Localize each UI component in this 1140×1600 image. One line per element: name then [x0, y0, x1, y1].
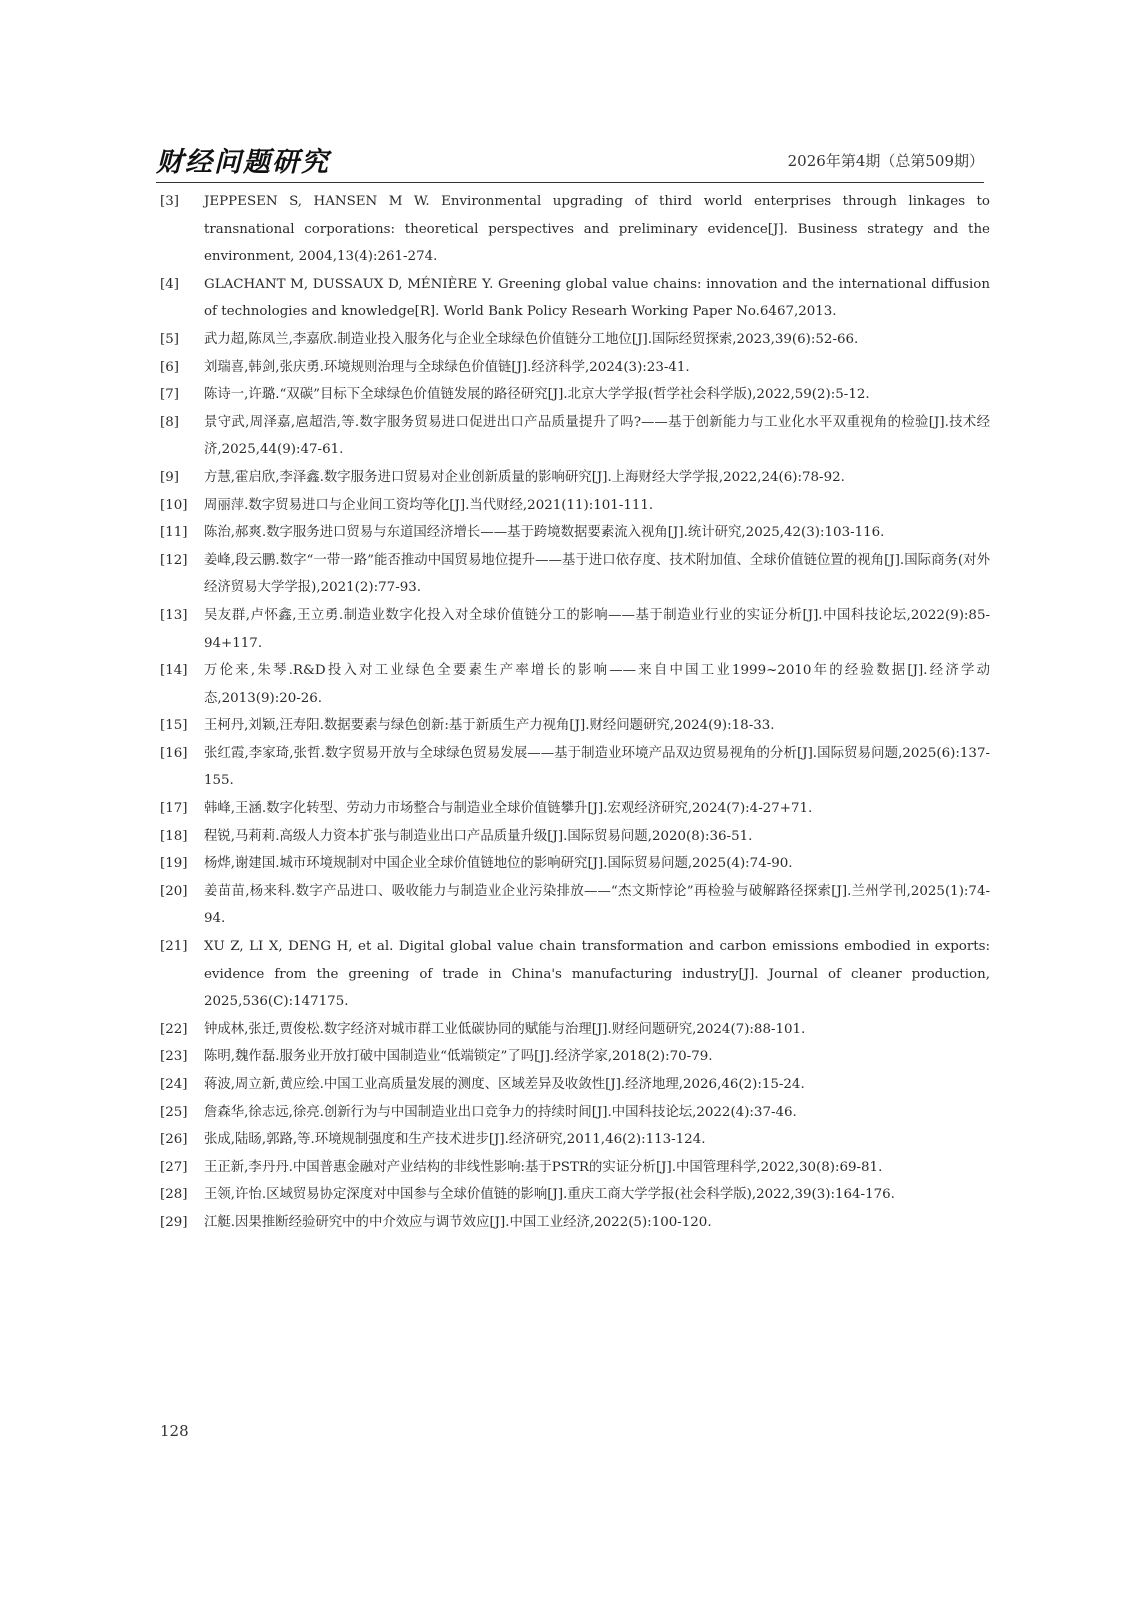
reference-item [160, 823, 990, 851]
reference-number: [16] [160, 745, 188, 761]
reference-item [160, 547, 990, 602]
reference-item [160, 878, 990, 933]
reference-item [160, 1099, 990, 1127]
reference-number: [4] [160, 276, 179, 292]
reference-item [160, 850, 990, 878]
reference-item [160, 740, 990, 795]
reference-item [160, 188, 990, 271]
reference-number: [23] [160, 1049, 188, 1065]
reference-text: 杨烨,谢建国.城市环境规制对中国企业全球价值链地位的影响研究[J].国际贸易问题,2025(4):74-90. [204, 856, 793, 872]
reference-number: [18] [160, 828, 188, 844]
reference-text: 陈治,郝爽.数字服务进口贸易与东道国经济增长——基于跨境数据要素流入视角[J].统计研究,2025,42(3):103-116. [204, 525, 885, 541]
reference-number: [6] [160, 359, 179, 375]
reference-number: [25] [160, 1104, 188, 1120]
reference-text: 景守武,周泽嘉,扈超浩,等.数字服务贸易进口促进出口产品质量提升了吗?——基于创新能力与工业化水平双重视角的检验[J].技术经济,2025,44(9):47-61. [204, 414, 990, 458]
reference-number: [29] [160, 1214, 188, 1230]
reference-text: 王正新,李丹丹.中国普惠金融对产业结构的非线性影响:基于PSTR的实证分析[J].中国管理科学,2022,30(8):69-81. [204, 1159, 883, 1175]
reference-number: [14] [160, 663, 188, 679]
reference-item [160, 712, 990, 740]
reference-text: 武力超,陈凤兰,李嘉欣.制造业投入服务化与企业全球绿色价值链分工地位[J].国际经贸探索,2023,39(6):52-66. [204, 331, 859, 347]
reference-item [160, 795, 990, 823]
reference-text: 蒋波,周立新,黄应绘.中国工业高质量发展的测度、区域差异及收敛性[J].经济地理,2026,46(2):15-24. [204, 1077, 805, 1092]
reference-number: [11] [160, 525, 188, 541]
reference-text: GLACHANT M, DUSSAUX D, MÉNIÈRE Y. Greening global value chains: innovation and the international diffusion of technologies and knowledge[R]. World Bank Policy Researh Working Paper No.6467,2013. [204, 276, 990, 320]
reference-number: [3] [160, 194, 179, 209]
reference-item [160, 271, 990, 326]
reference-number: [10] [160, 497, 188, 513]
reference-number: [5] [160, 331, 179, 347]
reference-list [160, 188, 990, 1237]
reference-item [160, 602, 990, 657]
reference-item [160, 1209, 990, 1237]
journal-logo: 财经问题研究 [156, 147, 330, 178]
reference-text: 姜峰,段云鹏.数字“一带一路”能否推动中国贸易地位提升——基于进口依存度、技术附加值、全球价值链位置的视角[J].国际商务(对外经济贸易大学学报),2021(2):77-93. [204, 552, 990, 596]
reference-text: 钟成林,张迁,贾俊松.数字经济对城市群工业低碳协同的赋能与治理[J].财经问题研究,2024(7):88-101. [204, 1021, 806, 1037]
issue-info: 2026年第4期（总第509期） [787, 152, 984, 170]
page-number: 128 [160, 1422, 189, 1440]
reference-number: [26] [160, 1132, 188, 1148]
reference-number: [24] [160, 1077, 188, 1092]
reference-number: [15] [160, 718, 188, 734]
reference-item [160, 464, 990, 492]
reference-text: 韩峰,王涵.数字化转型、劳动力市场整合与制造业全球价值链攀升[J].宏观经济研究,2024(7):4-27+71. [204, 801, 813, 817]
reference-text: 程锐,马莉莉.高级人力资本扩张与制造业出口产品质量升级[J].国际贸易问题,2020(8):36-51. [204, 828, 753, 844]
running-header [156, 140, 984, 183]
reference-number: [21] [160, 939, 188, 955]
reference-item [160, 326, 990, 354]
reference-text: 陈明,魏作磊.服务业开放打破中国制造业“低端锁定”了吗[J].经济学家,2018(2):70-79. [204, 1049, 713, 1065]
reference-text: 万伦来,朱琴.R&D投入对工业绿色全要素生产率增长的影响——来自中国工业1999~2010年的经验数据[J].经济学动态,2013(9):20-26. [204, 663, 990, 706]
reference-item [160, 519, 990, 547]
reference-item [160, 354, 990, 382]
reference-item [160, 409, 990, 464]
reference-text: 刘瑞喜,韩剑,张庆勇.环境规则治理与全球绿色价值链[J].经济科学,2024(3):23-41. [204, 359, 690, 375]
reference-item [160, 1016, 990, 1044]
reference-number: [28] [160, 1187, 188, 1203]
reference-item [160, 1126, 990, 1154]
reference-number: [27] [160, 1159, 188, 1175]
reference-item [160, 492, 990, 520]
reference-text: 姜苗苗,杨来科.数字产品进口、吸收能力与制造业企业污染排放——“杰文斯悖论”再检验与破解路径探索[J].兰州学刊,2025(1):74-94. [204, 883, 990, 927]
reference-text: 张成,陆旸,郭路,等.环境规制强度和生产技术进步[J].经济研究,2011,46(2):113-124. [204, 1132, 706, 1148]
reference-item [160, 1154, 990, 1182]
reference-number: [9] [160, 469, 179, 485]
reference-number: [13] [160, 607, 188, 623]
reference-text: 方慧,霍启欣,李泽鑫.数字服务进口贸易对企业创新质量的影响研究[J].上海财经大学学报,2022,24(6):78-92. [204, 469, 845, 485]
reference-text: 吴友群,卢怀鑫,王立勇.制造业数字化投入对全球价值链分工的影响——基于制造业行业的实证分析[J].中国科技论坛,2022(9):85-94+117. [204, 607, 990, 651]
reference-number: [12] [160, 552, 188, 568]
reference-number: [8] [160, 414, 179, 430]
reference-text: 陈诗一,许璐.“双碳”目标下全球绿色价值链发展的路径研究[J].北京大学学报(哲学社会科学版),2022,59(2):5-12. [204, 387, 870, 403]
reference-text: 王柯丹,刘颖,汪寿阳.数据要素与绿色创新:基于新质生产力视角[J].财经问题研究,2024(9):18-33. [204, 718, 775, 734]
reference-text: 王领,许怡.区域贸易协定深度对中国参与全球价值链的影响[J].重庆工商大学学报(社会科学版),2022,39(3):164-176. [204, 1187, 895, 1203]
reference-text: 周丽萍.数字贸易进口与企业间工资均等化[J].当代财经,2021(11):101-111. [204, 497, 654, 513]
reference-text: 张红霞,李家琦,张哲.数字贸易开放与全球绿色贸易发展——基于制造业环境产品双边贸易视角的分析[J].国际贸易问题,2025(6):137-155. [204, 745, 990, 789]
reference-item [160, 381, 990, 409]
reference-number: [22] [160, 1021, 188, 1037]
reference-number: [20] [160, 883, 188, 899]
reference-text: JEPPESEN S, HANSEN M W. Environmental upgrading of third world enterprises through linkages to transnational corporations: theoretical perspectives and preliminary evidence[J]. Business strategy and the environment, 2004,13(4):261-274. [204, 194, 990, 265]
reference-number: [19] [160, 856, 188, 872]
reference-item [160, 657, 990, 712]
reference-item [160, 1071, 990, 1099]
reference-item [160, 1043, 990, 1071]
reference-number: [17] [160, 801, 188, 817]
reference-text: 詹森华,徐志远,徐亮.创新行为与中国制造业出口竞争力的持续时间[J].中国科技论坛,2022(4):37-46. [204, 1104, 797, 1120]
reference-item [160, 933, 990, 1016]
reference-text: XU Z, LI X, DENG H, et al. Digital global value chain transformation and carbon emissions embodied in exports: evidence from the greening of trade in China's manufacturing industry[J]. Journal of cleaner production, 2025,536(C):147175. [204, 939, 990, 1010]
reference-item [160, 1181, 990, 1209]
reference-text: 江艇.因果推断经验研究中的中介效应与调节效应[J].中国工业经济,2022(5):100-120. [204, 1214, 712, 1230]
reference-number: [7] [160, 387, 179, 403]
